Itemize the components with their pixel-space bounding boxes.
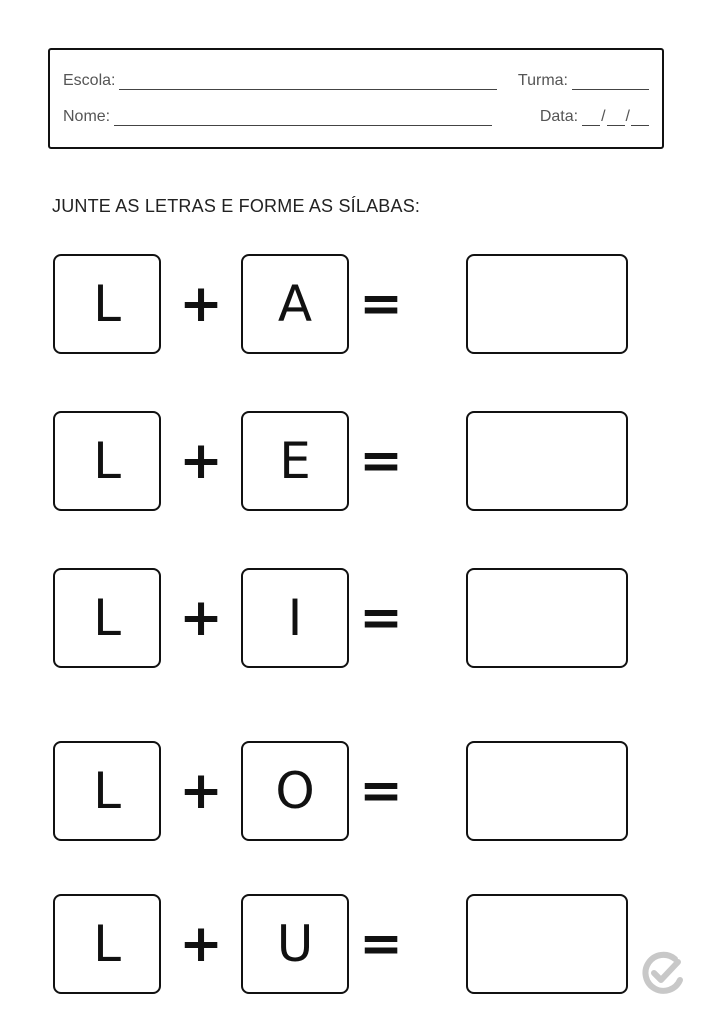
answer-box[interactable] [466, 254, 628, 354]
second-letter-box: I [241, 568, 349, 668]
equals-sign: = [359, 914, 403, 974]
date-day-blank[interactable] [582, 111, 600, 126]
first-letter-box: L [53, 894, 161, 994]
syllable-row [0, 254, 724, 356]
checkmark-logo-icon [640, 950, 686, 996]
equals-sign: = [359, 274, 403, 334]
syllable-row [0, 568, 724, 670]
first-letter-box: L [53, 741, 161, 841]
first-letter-box: L [53, 254, 161, 354]
class-field[interactable] [572, 75, 649, 90]
plus-sign: + [179, 914, 223, 974]
second-letter-box: U [241, 894, 349, 994]
second-letter-box: E [241, 411, 349, 511]
equals-sign: = [359, 761, 403, 821]
header-row-name [63, 108, 649, 126]
syllable-row [0, 741, 724, 843]
answer-box[interactable] [466, 568, 628, 668]
name-label: Nome: [63, 108, 111, 125]
school-label: Escola: [63, 72, 116, 89]
answer-box[interactable] [466, 741, 628, 841]
header-row-school [63, 72, 649, 90]
equals-sign: = [359, 588, 403, 648]
answer-box[interactable] [466, 894, 628, 994]
date-label: Data: [539, 108, 579, 125]
answer-box[interactable] [466, 411, 628, 511]
school-field[interactable] [119, 75, 497, 90]
student-info-box [48, 48, 664, 149]
first-letter-box: L [53, 411, 161, 511]
syllable-row [0, 411, 724, 513]
name-field[interactable] [114, 111, 492, 126]
instruction-text: JUNTE AS LETRAS E FORME AS SÍLABAS: [52, 196, 421, 216]
plus-sign: + [179, 274, 223, 334]
class-label: Turma: [517, 72, 568, 89]
plus-sign: + [179, 588, 223, 648]
syllable-row [0, 894, 724, 996]
date-slash: / [625, 108, 630, 125]
date-field[interactable] [582, 108, 649, 126]
plus-sign: + [179, 431, 223, 491]
second-letter-box: A [241, 254, 349, 354]
second-letter-box: O [241, 741, 349, 841]
equals-sign: = [359, 431, 403, 491]
date-month-blank[interactable] [607, 111, 625, 126]
plus-sign: + [179, 761, 223, 821]
date-slash: / [601, 108, 606, 125]
first-letter-box: L [53, 568, 161, 668]
date-year-blank[interactable] [631, 111, 649, 126]
